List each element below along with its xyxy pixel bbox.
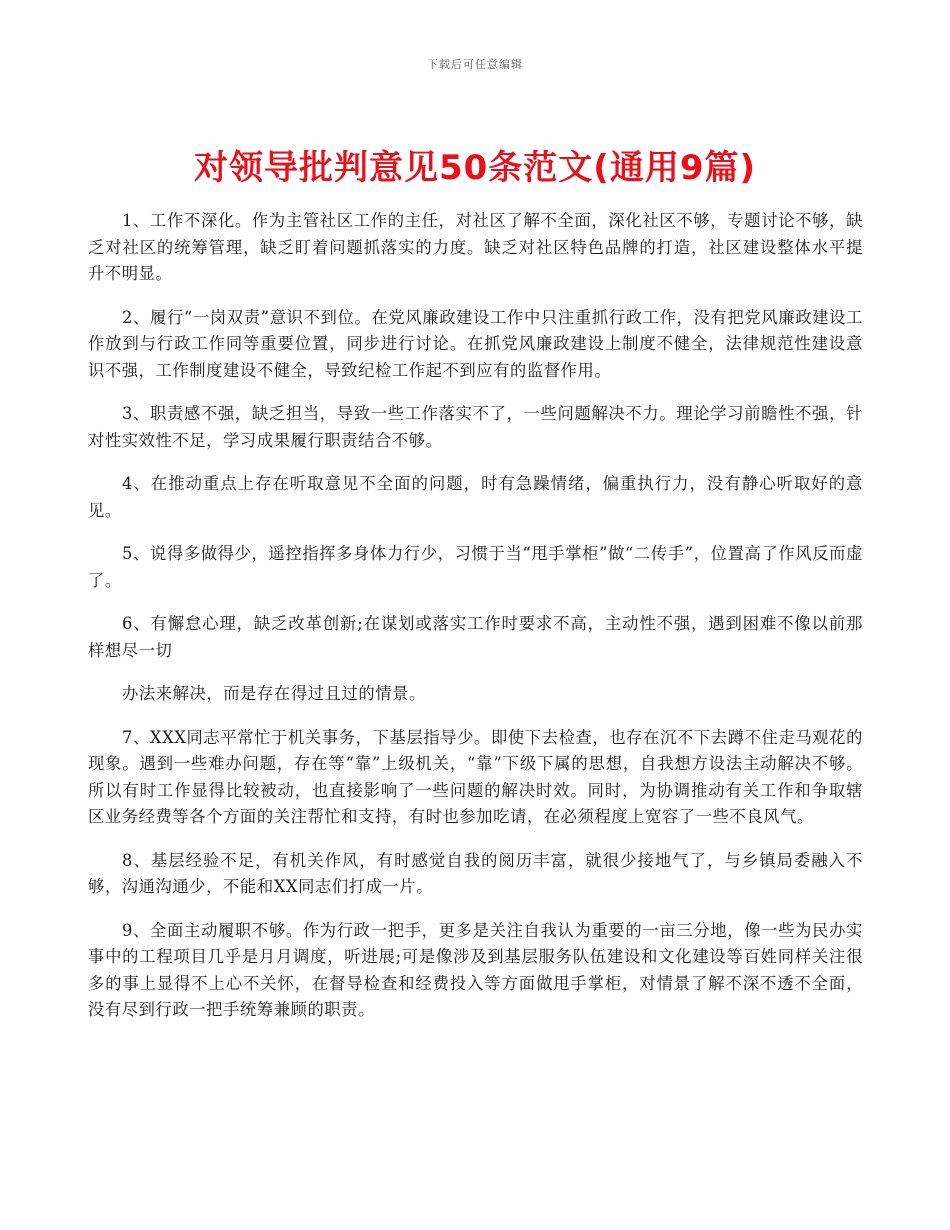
paragraph-1: 1、工作不深化。作为主管社区工作的主任，对社区了解不全面，深化社区不够，专题讨论不够，缺乏对社区的统筹管理，缺乏盯着问题抓落实的力度。缺乏对社区特色品牌的打造，社区建设整体水平提升不明显。 bbox=[88, 211, 863, 283]
paragraph-6-continued: 办法来解决，而是存在得过且过的情景。 bbox=[122, 684, 426, 703]
document-body bbox=[88, 208, 863, 1041]
document-title: 对领导批判意见50条范文(通用9篇) bbox=[193, 148, 757, 188]
header-note: 下载后可任意编辑 bbox=[427, 58, 523, 71]
paragraph-2: 2、履行“一岗双责”意识不到位。在党风廉政建设工作中只注重抓行政工作，没有把党风廉政建设工作放到与行政工作同等重要位置，同步进行讨论。在抓党风廉政建设上制度不健全，法律规范性建设意识不强，工作制度建设不健全，导致纪检工作起不到应有的监督作用。 bbox=[88, 307, 863, 380]
paragraph-6: 6、有懈怠心理，缺乏改革创新;在谋划或落实工作时要求不高，主动性不强，遇到困难不像以前那样想尽一切 bbox=[88, 614, 863, 660]
paragraph-8: 8、基层经验不足，有机关作风，有时感觉自我的阅历丰富，就很少接地气了，与乡镇局委融入不够，沟通沟通少，不能和XX同志们打成一片。 bbox=[88, 850, 863, 896]
paragraph-7: 7、XXX同志平常忙于机关事务，下基层指导少。即使下去检查，也存在沉不下去蹲不住走马观花的现象。遇到一些难办问题，存在等“靠”上级机关，“靠”下级下属的思想，自我想方设法主动解决不够。所以有时工作显得比较被动，也直接影响了一些问题的解决时效。同时，为协调推动有关工作和争取辖区业务经费等各个方面的关注帮忙和支持，有时也参加吃请，在必须程度上宽容了一些不良风气。 bbox=[88, 727, 863, 826]
paragraph-9: 9、全面主动履职不够。作为行政一把手，更多是关注自我认为重要的一亩三分地，像一些为民办实事中的工程项目几乎是月月调度，听进展;可是像涉及到基层服务队伍建设和文化建设等百姓同样关注很多的事上显得不上心不关怀，在督导检查和经费投入等方面做甩手掌柜，对情景了解不深不透不全面，没有尽到行政一把手统筹兼顾的职责。 bbox=[88, 920, 863, 1019]
paragraph-3: 3、职责感不强，缺乏担当，导致一些工作落实不了，一些问题解决不力。理论学习前瞻性不强，针对性实效性不足，学习成果履行职责结合不够。 bbox=[88, 404, 863, 450]
paragraph-5: 5、说得多做得少，遥控指挥多身体力行少，习惯于当“甩手掌柜”做“二传手”，位置高了作风反而虚了。 bbox=[88, 544, 863, 590]
paragraph-4: 4、在推动重点上存在听取意见不全面的问题，时有急躁情绪，偏重执行力，没有静心听取好的意见。 bbox=[88, 474, 863, 520]
